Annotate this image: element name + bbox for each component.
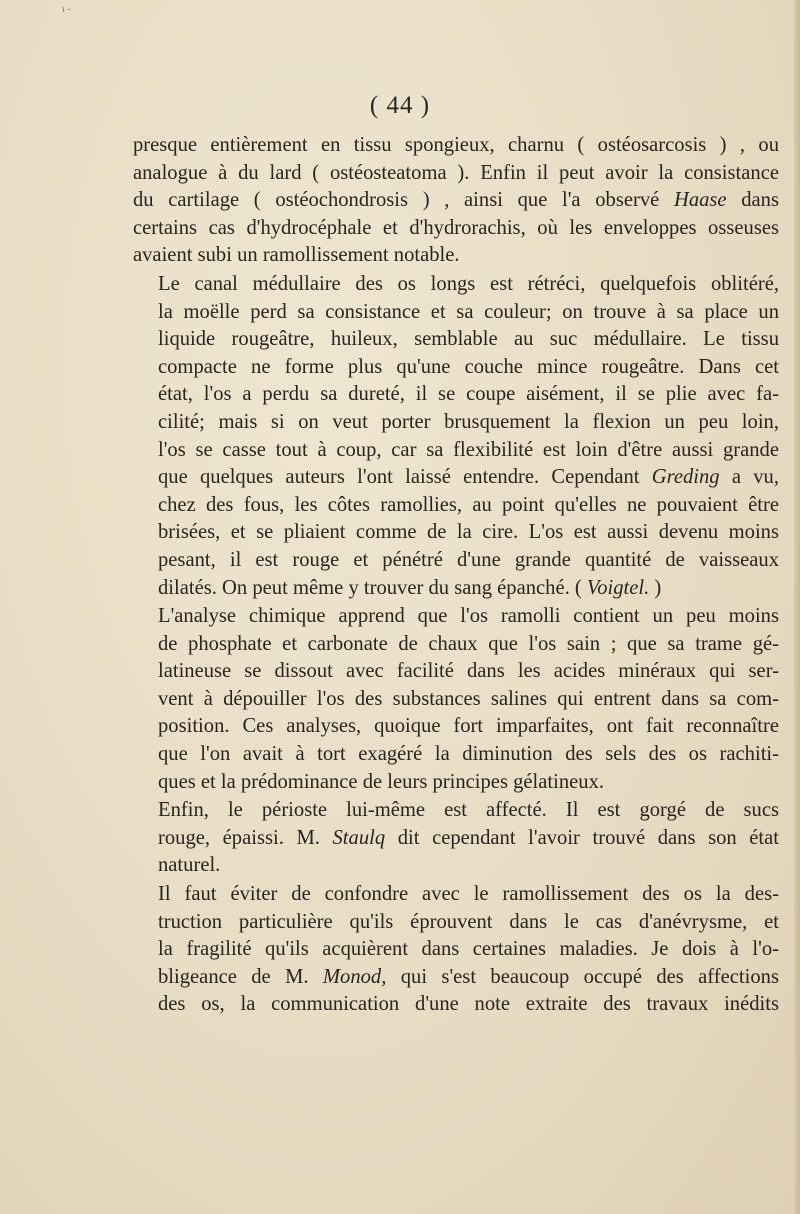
text-line: rouge, épaissi. M. Staulq dit cependant l'avoir trouvé dans son état (158, 826, 779, 849)
text-line: latineuse se dissout avec facilité dans les acides minéraux qui ser- (158, 660, 779, 683)
paragraph-1 (133, 132, 779, 270)
text-line: état, l'os a perdu sa dureté, il se coupe aisément, il se plie avec fa- (158, 383, 779, 406)
paragraph-3 (133, 603, 779, 796)
text-line: ques et la prédominance de leurs principes gélatineux. (158, 770, 605, 793)
text-line: que quelques auteurs l'ont laissé entendre. Cependant Greding a vu, (158, 466, 779, 489)
text-line: de phosphate et carbonate de chaux que l'os sain ; que sa trame gé- (158, 632, 779, 655)
paragraph-4 (133, 797, 779, 880)
page-number: ( 44 ) (369, 92, 431, 119)
corner-mark: ı - (62, 4, 71, 15)
page-edge (794, 0, 800, 1214)
text-line: presque entièrement en tissu spongieux, charnu ( ostéosarcosis ) , ou (133, 134, 779, 156)
text-line: des os, la communication d'une note extraite des travaux inédits (158, 993, 779, 1016)
body-text (133, 132, 779, 1019)
text-line: analogue à du lard ( ostéosteatoma ). Enfin il peut avoir la consistance (133, 161, 779, 184)
text-line: chez des fous, les côtes ramollies, au point qu'elles ne pouvaient être (158, 493, 779, 516)
text-line: Il faut éviter de confondre avec le ramollissement des os la des- (158, 883, 779, 906)
text-line: Le canal médullaire des os longs est rétréci, quelquefois oblitéré, (158, 272, 779, 295)
text-line: l'os se casse tout à coup, car sa flexibilité est loin d'être aussi grande (158, 438, 779, 461)
text-line: position. Ces analyses, quoique fort imparfaites, ont fait reconnaître (158, 715, 779, 738)
text-line: avaient subi un ramollissement notable. (133, 244, 460, 267)
text-line: truction particulière qu'ils éprouvent dans le cas d'anévrysme, et (158, 910, 779, 933)
paragraph-2 (133, 271, 779, 602)
text-line: certains cas d'hydrocéphale et d'hydrorachis, où les enveloppes osseuses (133, 216, 779, 239)
text-line: que l'on avait à tort exagéré la diminution des sels des os rachiti- (158, 743, 779, 766)
text-line: compacte ne forme plus qu'une couche mince rougeâtre. Dans cet (158, 355, 779, 378)
text-line: la moëlle perd sa consistance et sa couleur; on trouve à sa place un (158, 300, 779, 323)
paragraph-5 (133, 881, 779, 1019)
text-line: dilatés. On peut même y trouver du sang épanché. ( Voigtel. ) (158, 576, 662, 599)
text-line: naturel. (158, 854, 221, 877)
text-line: la fragilité qu'ils acquièrent dans certaines maladies. Je dois à l'o- (158, 938, 779, 961)
text-line: brisées, et se pliaient comme de la cire. L'os est aussi devenu moins (158, 521, 779, 544)
text-line: du cartilage ( ostéochondrosis ) , ainsi que l'a observé Haase dans (133, 189, 779, 212)
text-line: cilité; mais si on veut porter brusquement la flexion un peu loin, (158, 410, 779, 433)
text-line: Enfin, le périoste lui-même est affecté. Il est gorgé de sucs (158, 799, 779, 822)
text-line: pesant, il est rouge et pénétré d'une grande quantité de vaisseaux (158, 548, 779, 571)
text-line: bligeance de M. Monod, qui s'est beaucoup occupé des affections (158, 965, 779, 988)
text-line: L'analyse chimique apprend que l'os ramolli contient un peu moins (158, 605, 779, 628)
text-line: vent à dépouiller l'os des substances salines qui entrent dans sa com- (158, 687, 779, 710)
text-line: liquide rougeâtre, huileux, semblable au suc médullaire. Le tissu (158, 328, 779, 351)
